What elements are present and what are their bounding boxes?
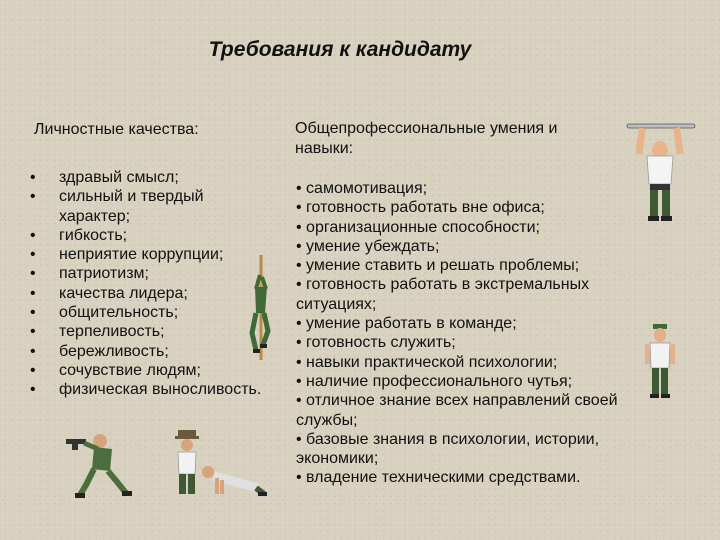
list-item: • владение техническими средствами.	[296, 469, 581, 487]
list-item: • наличие профессионального чутья;	[296, 372, 573, 390]
list-item: • умение ставить и решать проблемы;	[296, 257, 580, 275]
list-item: • сильный и твердый характер;	[30, 187, 310, 226]
list-item: экономики;	[296, 450, 379, 468]
standing-man-icon	[638, 322, 683, 402]
pullup-man-icon	[625, 110, 700, 225]
list-item: • терпеливость;	[30, 322, 310, 341]
list-item: • отличное знание всех направлений своей	[296, 392, 618, 410]
list-item: • патриотизм;	[30, 264, 310, 283]
list-item: • физическая выносливость.	[30, 380, 310, 399]
list-item: • качества лидера;	[30, 284, 310, 303]
pushup-men-icon	[170, 430, 270, 502]
list-item: • организационные способности;	[296, 218, 540, 236]
list-item: • базовые знания в психологии, истории,	[296, 430, 600, 448]
list-item: • умение убеждать;	[296, 237, 440, 255]
professional-skills-heading: Общепрофессиональные умения и навыки:	[295, 120, 558, 157]
list-item: • самомотивация;	[296, 180, 428, 197]
professional-skills-list	[296, 179, 696, 488]
list-item: • умение работать в команде;	[296, 315, 517, 333]
slide-title: Требования к кандидату	[208, 38, 472, 61]
list-item: службы;	[296, 411, 358, 429]
list-item: • сочувствие людям;	[30, 361, 310, 380]
list-item: • общительность;	[30, 303, 310, 322]
personal-qualities-heading: Личностные качества:	[34, 121, 199, 138]
list-item: • готовность работать в экстремальных	[296, 276, 590, 294]
list-item: • готовность работать вне офиса;	[296, 199, 545, 217]
rope-climber-icon	[243, 255, 278, 360]
list-item: • гибкость;	[30, 226, 310, 245]
list-item: • бережливость;	[30, 342, 310, 361]
list-item: • готовность служить;	[296, 334, 456, 352]
list-item: • навыки практической психологии;	[296, 353, 558, 371]
list-item: • неприятие коррупции;	[30, 245, 310, 264]
gunman-icon	[60, 425, 135, 500]
list-item: • здравый смысл;	[30, 168, 310, 187]
list-item: ситуациях;	[296, 295, 377, 313]
